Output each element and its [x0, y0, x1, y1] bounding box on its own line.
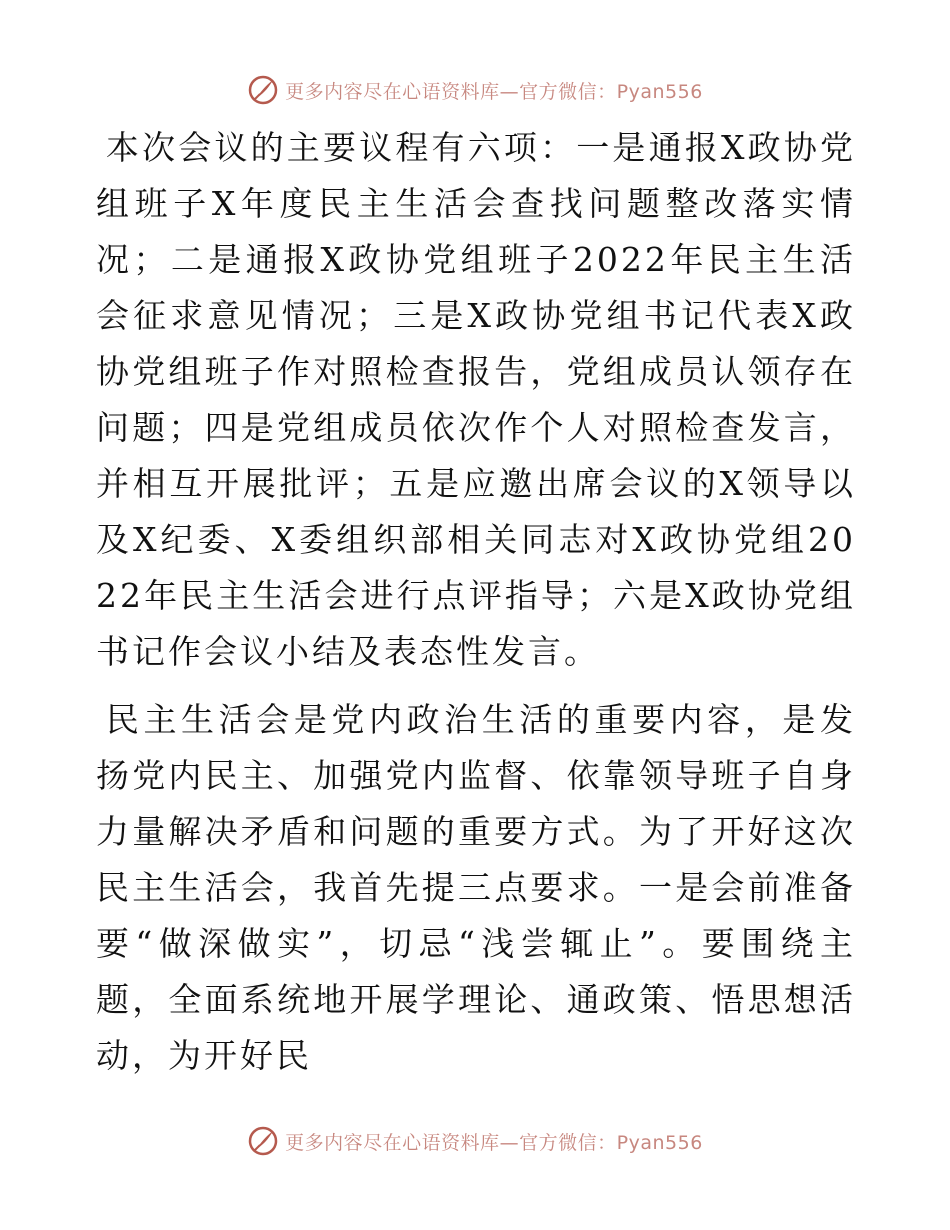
feather-quill-logo-icon — [247, 74, 279, 106]
watermark-text: 更多内容尽在心语资料库—官方微信：Pyan556 — [285, 80, 703, 103]
watermark-text: 更多内容尽在心语资料库—官方微信：Pyan556 — [285, 1131, 703, 1154]
footer-watermark — [0, 1123, 950, 1159]
document-body — [96, 120, 856, 1084]
paragraph-requirements: 民主生活会是党内政治生活的重要内容，是发扬党内民主、加强党内监督、依靠领导班子自身力量解决矛盾和问题的重要方式。为了开好这次民主生活会，我首先提三点要求。一是会前准备要“做深做实”，切忌“浅尝辄止”。要围绕主题，全面系统地开展学理论、通政策、悟思想活动，为开好民 — [96, 700, 856, 1075]
paragraph-agenda: 本次会议的主要议程有六项：一是通报X政协党组班子X年度民主生活会查找问题整改落实情况；二是通报X政协党组班子2022年民主生活会征求意见情况；三是X政协党组书记代表X政协党组班子作对照检查报告，党组成员认领存在问题；四是党组成员依次作个人对照检查发言，并相互开展批评；五是应邀出席会议的X领导以及X纪委、X委组织部相关同志对X政协党组2022年民主生活会进行点评指导；六是X政协党组书记作会议小结及表态性发言。 — [96, 128, 856, 671]
feather-quill-logo-icon — [247, 1125, 279, 1157]
header-watermark — [0, 72, 950, 108]
